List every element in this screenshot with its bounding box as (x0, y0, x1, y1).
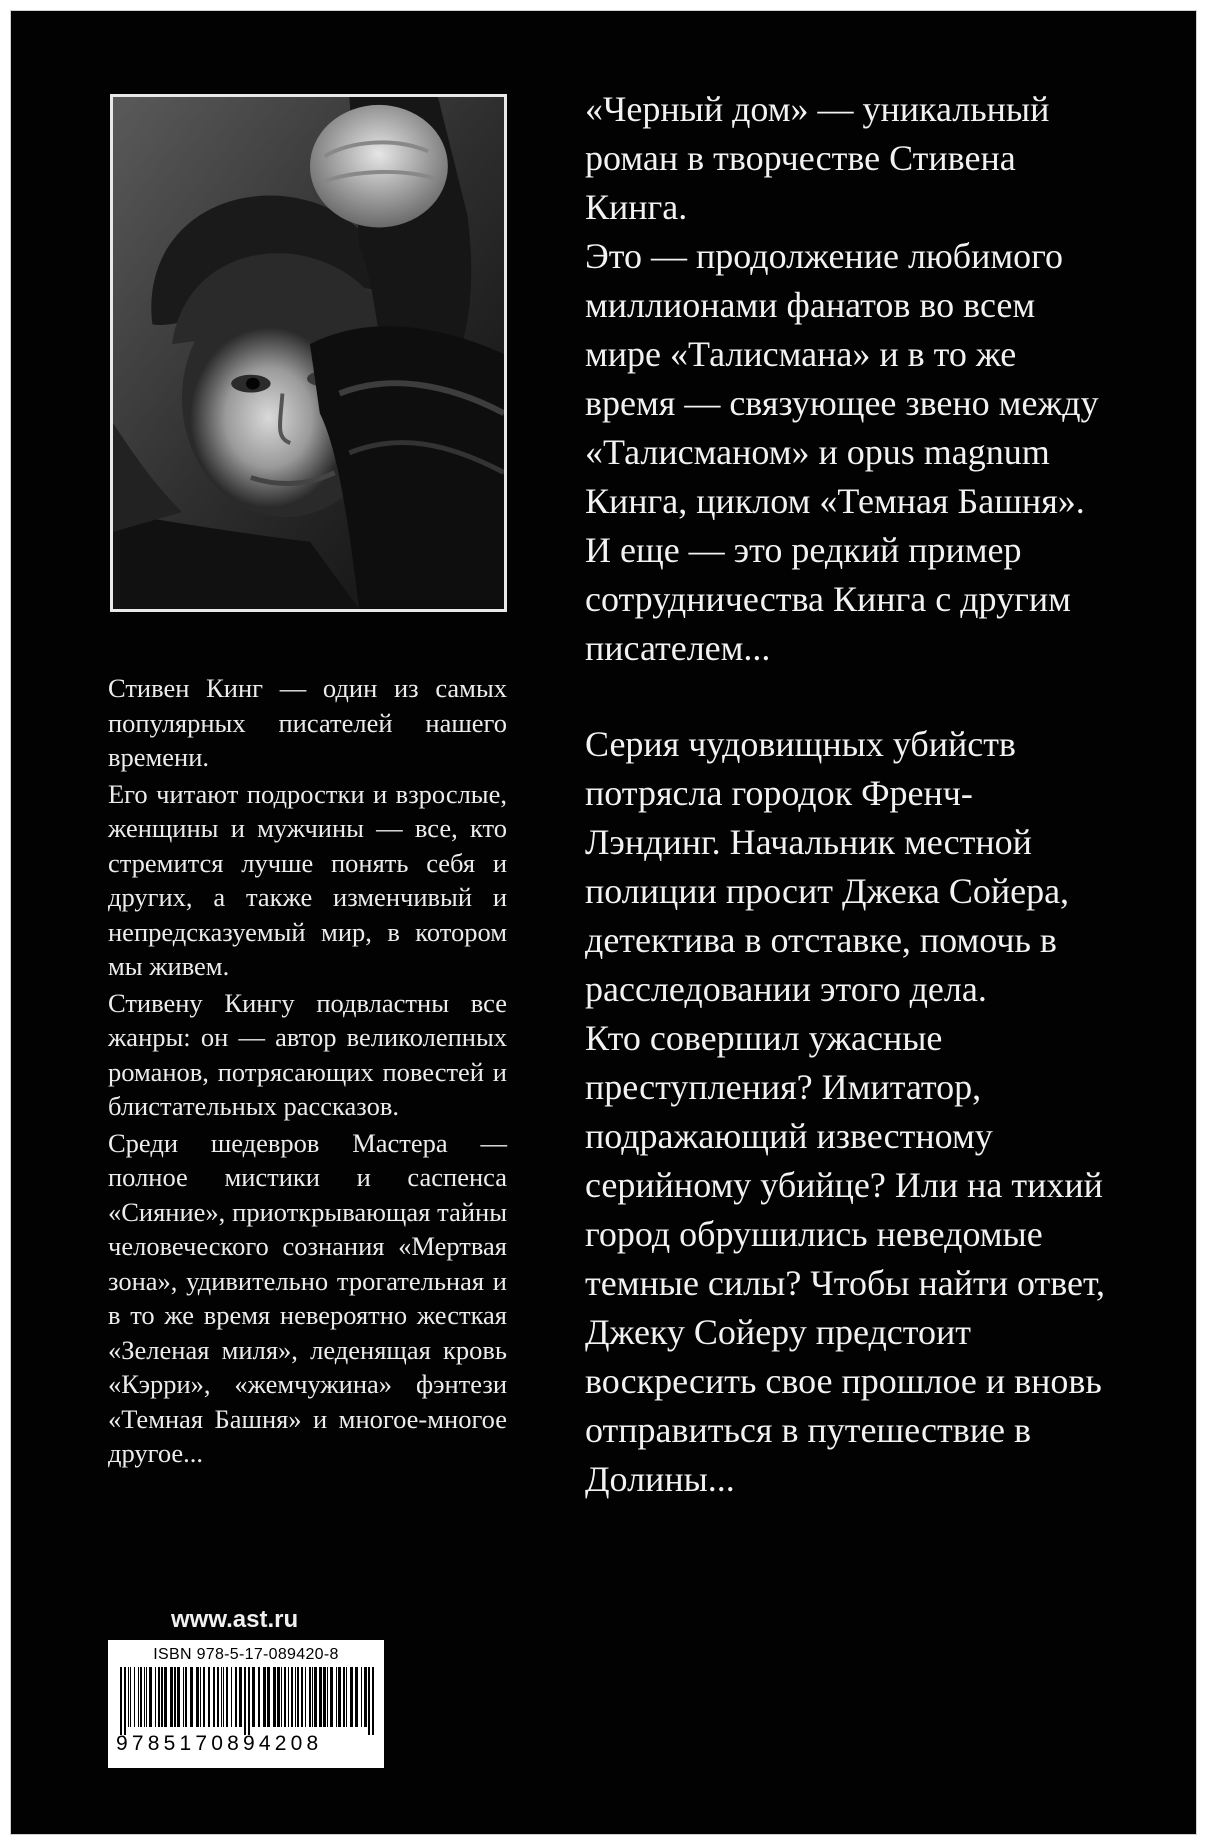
barcode-bar (190, 1667, 193, 1727)
barcode-bar (319, 1667, 322, 1727)
barcode-bar (295, 1667, 296, 1727)
barcode-bar (267, 1667, 270, 1727)
barcode-bar (297, 1667, 299, 1727)
barcode-bar (288, 1667, 289, 1727)
barcode-guard-bar (124, 1667, 126, 1735)
paragraph-gap (585, 673, 1105, 720)
barcode-bar (336, 1667, 337, 1727)
barcode-bar (161, 1667, 163, 1727)
barcode-bar (291, 1667, 293, 1727)
description-paragraph: Это — продолжение любимого миллионами фанатов во всем мире «Талисмана» и в то же время — связующее звено между «Талисманом» и opus magnum Кинга, циклом «Темная Башня». (585, 236, 1099, 521)
barcode-bar (146, 1667, 147, 1727)
barcode-bar (330, 1667, 333, 1727)
barcode-bar (203, 1667, 205, 1727)
author-portrait-image (113, 97, 504, 609)
bio-paragraph: Его читают подростки и взрослые, женщины и мужчины — все, кто стремится лучше понять себя и других, а также изменчивый и непредсказуемый мир, в котором мы живем. (108, 778, 507, 981)
barcode-bar (277, 1667, 280, 1727)
barcode-bar (323, 1667, 326, 1727)
bio-paragraph: Среди шедевров Мастера — полное мистики и саспенса «Сияние», приоткрывающая тайны человеческого сознания «Мертвая зона», удивительно трогательная и в то же время невероятно жесткая «Зеленая миля», леденящая кровь «Кэрри», «жемчужина» фэнтези «Темная Башня» и многое-многое другое... (108, 1127, 507, 1468)
barcode-bar (309, 1667, 311, 1727)
bio-paragraph: Стивену Кингу подвластны все жанры: он — автор великолепных романов, потрясающих повестей и блистательных рассказов. (108, 987, 507, 1121)
barcode-bar (177, 1667, 180, 1727)
barcode-bar (350, 1667, 353, 1727)
barcode-bar (239, 1667, 242, 1727)
publisher-website: www.ast.ru (171, 1606, 299, 1633)
barcode-bar (208, 1667, 210, 1727)
back-cover (10, 10, 1197, 1835)
barcode-bar (281, 1667, 282, 1727)
barcode-bar (355, 1667, 358, 1727)
barcode-guard-bar (248, 1667, 250, 1735)
barcode-bar (343, 1667, 345, 1727)
description-paragraph: «Черный дом» — уникальный роман в творчестве Стивена Кинга. (585, 89, 1050, 227)
author-photo (110, 94, 507, 612)
barcode-guard-bar (120, 1667, 122, 1735)
description-paragraph: И еще — это редкий пример сотрудничества Кинга с другим писателем... (585, 530, 1071, 668)
barcode-guard-bar (368, 1667, 370, 1735)
barcode-bar (284, 1667, 286, 1727)
barcode-bar (155, 1667, 156, 1727)
barcode-bar (138, 1667, 139, 1727)
isbn-barcode (108, 1640, 384, 1768)
barcode-bar (263, 1667, 266, 1727)
barcode-bar (327, 1667, 328, 1727)
barcode-guard-bar (372, 1667, 374, 1735)
barcode-bar (258, 1667, 260, 1727)
isbn-label: ISBN 978-5-17-089420-8 (153, 1646, 339, 1663)
barcode-bar (217, 1667, 219, 1727)
barcode-bar (273, 1667, 276, 1727)
barcode-bar (314, 1667, 317, 1727)
barcode-bar (158, 1667, 160, 1727)
barcode-bar (364, 1667, 367, 1727)
barcode-bar (252, 1667, 255, 1727)
barcode-bar (301, 1667, 303, 1727)
barcode-bar (312, 1667, 313, 1727)
barcode-bar (213, 1667, 215, 1727)
barcode-bar (231, 1667, 232, 1727)
description-paragraph: Кто совершил ужасные преступления? Имитатор, подражающий известному серийному убийце? Или на тихий город обрушились неведомые темные силы? Чтобы найти ответ, Джеку Сойеру предстоит воскресить свое прошлое и вновь отправиться в путешествие в Долины... (585, 1018, 1106, 1499)
barcode-bar (200, 1667, 201, 1727)
barcode-bar (338, 1667, 341, 1727)
barcode-bars (116, 1667, 376, 1735)
barcode-bar (183, 1667, 184, 1727)
barcode-bar (223, 1667, 224, 1727)
barcode-bar (221, 1667, 222, 1727)
barcode-bar (144, 1667, 145, 1727)
barcode-bar (130, 1667, 131, 1727)
barcode-bar (226, 1667, 228, 1727)
barcode-bar (149, 1667, 152, 1727)
author-bio (108, 671, 507, 1473)
barcode-bar (196, 1667, 199, 1727)
bio-paragraph: Стивен Кинг — один из самых популярных писателей нашего времени. (108, 673, 507, 772)
barcode-bar (174, 1667, 176, 1727)
barcode-bar (170, 1667, 173, 1727)
barcode-bar (346, 1667, 347, 1727)
barcode-bar (164, 1667, 167, 1727)
barcode-bar (134, 1667, 135, 1727)
barcode-digits: 9785170894208 (116, 1732, 323, 1755)
barcode-bar (305, 1667, 306, 1727)
description-paragraph: Серия чудовищных убийств потрясла городок Френч-Лэндинг. Начальник местной полиции просит Джека Сойера, детектива в отставке, помочь в расследовании этого дела. (585, 724, 1070, 1009)
barcode-bar (235, 1667, 237, 1727)
barcode-guard-bar (244, 1667, 246, 1735)
barcode-bar (361, 1667, 362, 1727)
barcode-bar (185, 1667, 187, 1727)
barcode-bar (128, 1667, 129, 1727)
book-description (585, 85, 1105, 1504)
barcode-bar (140, 1667, 142, 1727)
